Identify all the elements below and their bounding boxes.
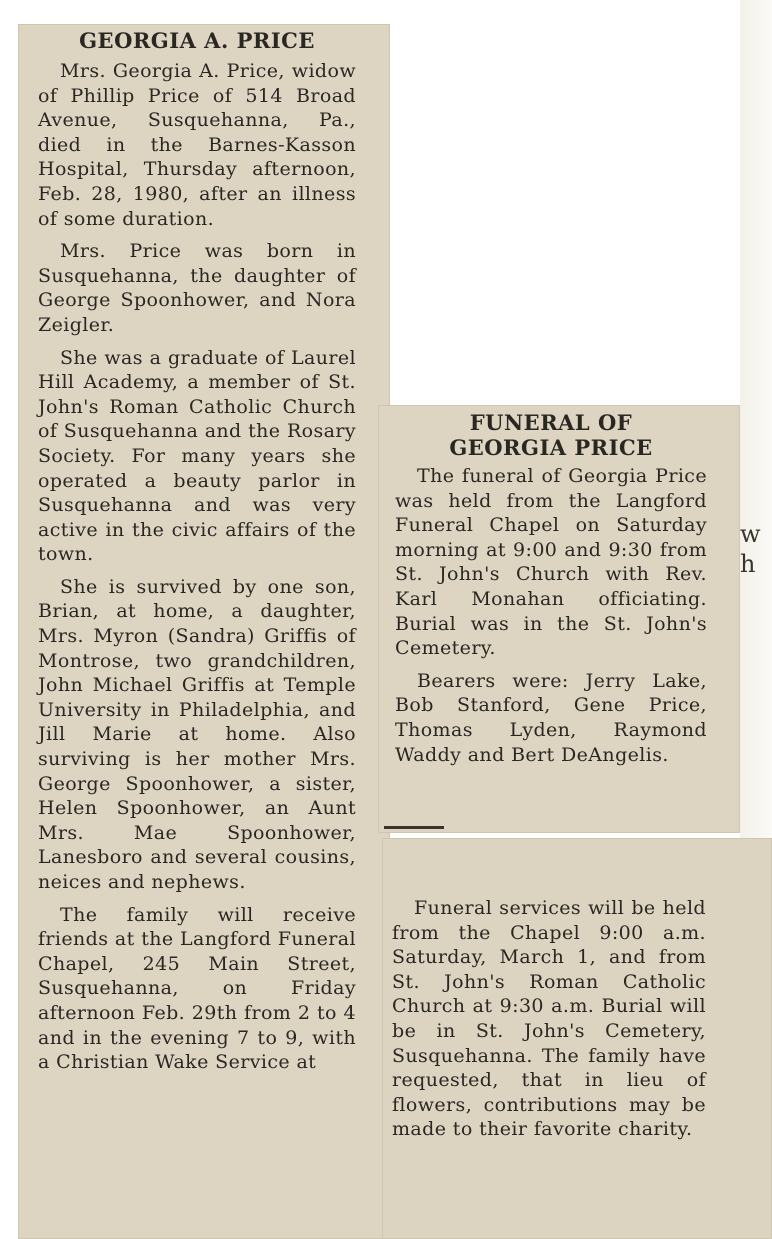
funeral-headline-line1: FUNERAL OF — [469, 410, 633, 435]
funeral-column — [395, 410, 707, 767]
adjacent-clipping-edge — [740, 0, 772, 838]
edge-fragment-text: h — [740, 550, 756, 578]
funeral-paragraph: The funeral of Georgia Price was held from the Langford Funeral Chapel on Saturday morning at 9:00 and 9:30 from St. John's Church with Rev. Karl Monahan officiating. Burial was in the St. John's Cemetery. — [395, 465, 707, 660]
obituary-paragraph: Mrs. Georgia A. Price, widow of Phillip Price of 514 Broad Avenue, Susquehanna, Pa., died in the Barnes-Kasson Hospital, Thursday afternoon, Feb. 28, 1980, after an illness of some duration. — [38, 60, 356, 230]
obituary-paragraph: The family will receive friends at the Langford Funeral Chapel, 245 Main Street, Susquehanna, on Friday afternoon Feb. 29th from 2 to 4 and in the evening 7 to 9, with a Christian Wake Service at — [38, 903, 356, 1074]
obituary-paragraph: Mrs. Price was born in Susquehanna, the daughter of George Spoonhower, and Nora Zeigler. — [38, 240, 356, 336]
services-paragraph: Funeral services will be held from the Chapel 9:00 a.m. Saturday, March 1, and from St. John's Roman Catholic Church at 9:30 a.m. Burial will be in St. John's Cemetery, Susquehanna. The family have requested, that in lieu of flowers, contributions may be made to their favorite charity. — [392, 897, 706, 1141]
obituary-column — [38, 28, 356, 1075]
obituary-headline: GEORGIA A. PRICE — [79, 28, 315, 53]
funeral-headline-line2: GEORGIA PRICE — [449, 435, 653, 460]
services-column — [392, 896, 706, 1142]
funeral-paragraph: Bearers were: Jerry Lake, Bob Stanford, Gene Price, Thomas Lyden, Raymond Waddy and Bert DeAngelis. — [395, 669, 707, 766]
obituary-paragraph: She was a graduate of Laurel Hill Academy, a member of St. John's Roman Catholic Church of Susquehanna and the Rosary Society. For many years she operated a beauty parlor in Susquehanna and was very active in the civic affairs of the town. — [38, 346, 356, 566]
obituary-paragraph: She is survived by one son, Brian, at home, a daughter, Mrs. Myron (Sandra) Griffis of Montrose, two grandchildren, John Michael Griffis at Temple University in Philadelphia, and Jill Marie at home. Also surviving is her mother Mrs. George Spoonhower, a sister, Helen Spoonhower, an Aunt Mrs. Mae Spoonhower, Lanesboro and several cousins, neices and nephews. — [38, 575, 356, 893]
edge-fragment-text: w — [740, 520, 761, 548]
column-rule — [384, 826, 444, 829]
